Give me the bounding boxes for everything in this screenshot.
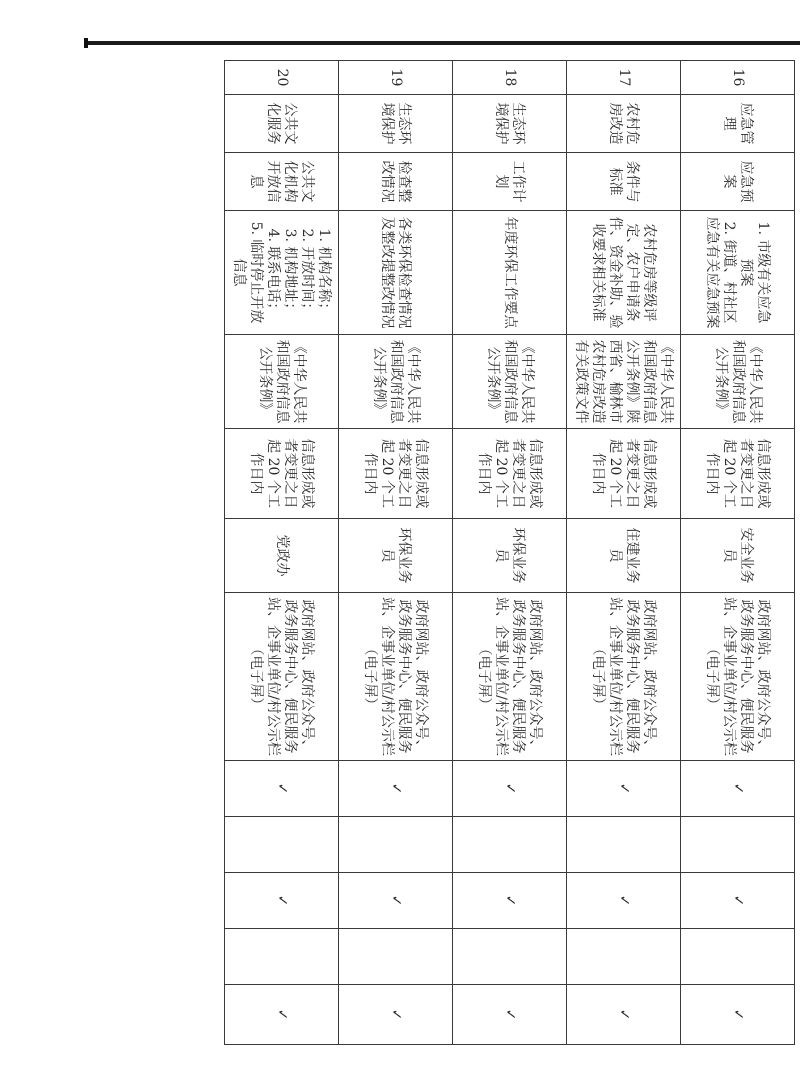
check-mark-cell: ✓ — [681, 873, 795, 929]
basis-cell: 《中华人民共和国政府信息公开条例》 — [339, 335, 453, 429]
content-cell: 农村危房等级评定、农户申请条件、资金补助、验收要求相关标准 — [567, 211, 681, 335]
category-cell: 生态环境保护 — [453, 95, 567, 153]
check-mark-cell: ✓ — [339, 761, 453, 817]
time-limit-cell: 信息形成或者变更之日起 20 个工作日内 — [339, 429, 453, 519]
content-cell: 年度环保工作要点 — [453, 211, 567, 335]
table-row — [567, 61, 681, 1045]
check-mark-cell — [453, 817, 567, 873]
channel-cell: 政府网站、政府公众号、政务服务中心、便民服务站、企事业单位/村公示栏（电子屏） — [453, 593, 567, 761]
check-mark-cell — [453, 929, 567, 985]
item-cell: 公共文化机构开放信息 — [225, 153, 339, 211]
responsible-subject-cell: 住建业务员 — [567, 519, 681, 593]
check-mark-cell: ✓ — [567, 761, 681, 817]
item-cell: 条件与标准 — [567, 153, 681, 211]
check-mark-cell — [681, 929, 795, 985]
item-cell: 工作计划 — [453, 153, 567, 211]
check-mark-cell: ✓ — [453, 873, 567, 929]
category-cell: 生态环境保护 — [339, 95, 453, 153]
responsible-subject-cell: 安全业务员 — [681, 519, 795, 593]
row-number-cell: 17 — [567, 61, 681, 95]
check-mark-cell — [567, 929, 681, 985]
check-mark-cell: ✓ — [567, 873, 681, 929]
category-cell: 应急管理 — [681, 95, 795, 153]
item-cell: 应急预案 — [681, 153, 795, 211]
time-limit-cell: 信息形成或者变更之日起 20 个工作日内 — [453, 429, 567, 519]
category-cell: 公共文化服务 — [225, 95, 339, 153]
row-number-cell: 16 — [681, 61, 795, 95]
document-page — [20, 55, 800, 1021]
channel-cell: 政府网站、政府公众号、政务服务中心、便民服务站、企事业单位/村公示栏（电子屏） — [225, 593, 339, 761]
channel-cell: 政府网站、政府公众号、政务服务中心、便民服务站、企事业单位/村公示栏（电子屏） — [339, 593, 453, 761]
content-cell: 1. 市级有关应急预案 2. 街道、村社区应急有关应急预案 — [681, 211, 795, 335]
check-mark-cell: ✓ — [225, 761, 339, 817]
content-cell: 1. 机构名称； 2. 开放时间； 3. 机构地址； 4. 联系电话； 5. 临时停止开放信息 — [225, 211, 339, 335]
table-row — [681, 61, 795, 1045]
time-limit-cell: 信息形成或者变更之日起 20 个工作日内 — [567, 429, 681, 519]
check-mark-cell: ✓ — [225, 985, 339, 1045]
channel-cell: 政府网站、政府公众号、政务服务中心、便民服务站、企事业单位/村公示栏（电子屏） — [681, 593, 795, 761]
row-number-cell: 18 — [453, 61, 567, 95]
check-mark-cell — [339, 929, 453, 985]
table-row — [225, 61, 339, 1045]
content-cell: 各类环保检查情况及整改提整改情况 — [339, 211, 453, 335]
check-mark-cell — [225, 929, 339, 985]
responsible-subject-cell: 环保业务员 — [453, 519, 567, 593]
time-limit-cell: 信息形成或者变更之日起 20 个工作日内 — [225, 429, 339, 519]
check-mark-cell: ✓ — [567, 985, 681, 1045]
check-mark-cell — [567, 817, 681, 873]
item-cell: 检查整改情况 — [339, 153, 453, 211]
table-row — [453, 61, 567, 1045]
disclosure-table — [224, 60, 795, 1045]
check-mark-cell: ✓ — [339, 873, 453, 929]
check-mark-cell: ✓ — [453, 761, 567, 817]
check-mark-cell — [225, 817, 339, 873]
row-number-cell: 20 — [225, 61, 339, 95]
scan-edge-line — [84, 41, 800, 45]
check-mark-cell — [681, 817, 795, 873]
check-mark-cell: ✓ — [681, 761, 795, 817]
check-mark-cell: ✓ — [225, 873, 339, 929]
responsible-subject-cell: 党政办 — [225, 519, 339, 593]
check-mark-cell — [339, 817, 453, 873]
time-limit-cell: 信息形成或者变更之日起 20 个工作日内 — [681, 429, 795, 519]
basis-cell: 《中华人民共和国政府信息公开条例》 — [453, 335, 567, 429]
basis-cell: 《中华人民共和国政府信息公开条例》陕西省、榆林市农村危房改造有关政策文件 — [567, 335, 681, 429]
row-number-cell: 19 — [339, 61, 453, 95]
table-row — [339, 61, 453, 1045]
channel-cell: 政府网站、政府公众号、政务服务中心、便民服务站、企事业单位/村公示栏（电子屏） — [567, 593, 681, 761]
check-mark-cell: ✓ — [339, 985, 453, 1045]
basis-cell: 《中华人民共和国政府信息公开条例》 — [225, 335, 339, 429]
responsible-subject-cell: 环保业务员 — [339, 519, 453, 593]
scan-edge-mark — [84, 38, 88, 48]
check-mark-cell: ✓ — [681, 985, 795, 1045]
check-mark-cell: ✓ — [453, 985, 567, 1045]
basis-cell: 《中华人民共和国政府信息公开条例》 — [681, 335, 795, 429]
category-cell: 农村危房改造 — [567, 95, 681, 153]
rotated-table-container — [0, 60, 795, 1075]
